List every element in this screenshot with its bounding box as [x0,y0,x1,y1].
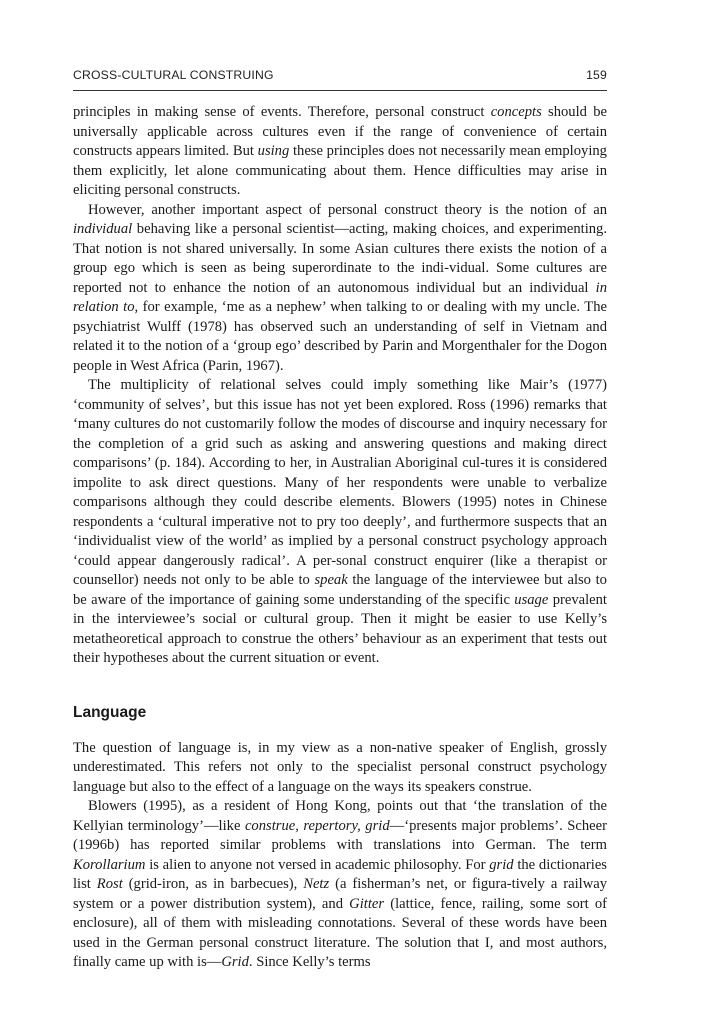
italic-run: Gitter [349,895,385,912]
text-run: the language of the interviewee but also to be aware of the importance of gaining some understanding of the specific [73,572,607,608]
text-run: (grid-iron, as in barbecues), [122,876,304,892]
italic-run: speak [314,572,348,588]
text-run: should be universally applicable across cultures even if the range of convenience of certain constructs appears limited. But [73,104,607,159]
running-title: CROSS-CULTURAL CONSTRUING [73,68,274,82]
text-run: However, another important aspect of personal construct theory is the notion of an [88,201,607,218]
text-run: Blowers (1995), as a resident of Hong Kong, points out that ‘the translation of the Kellyian terminology’—like [73,798,607,834]
text-run: , for example, ‘me as a nephew’ when talking to or dealing with my uncle. The psychiatrist Wulff (1978) has observed such an understanding of self in Vietnam and related it to the notion of a ‘group ego’ described by Parin and Morgenthaler for the Dogon people in West Africa (Parin, 1967). [73,299,607,374]
text-run: is alien to anyone not versed in academic philosophy. For [145,856,490,873]
italic-run: Grid [221,954,249,970]
paragraph-5 [73,797,607,973]
paragraph-2 [73,201,607,377]
section-heading: Language [73,703,147,721]
text-run: principles in making sense of events. Therefore, personal construct [73,104,491,120]
page-number: 159 [586,68,607,82]
paragraph-1 [73,103,607,201]
text-run: —‘presents major problems’. Scheer (1996b) has reported similar problems with translations into German. The term [73,817,607,853]
paragraph-3 [73,376,607,669]
italic-run: in relation to [73,279,607,315]
body-text [73,103,607,973]
italic-run: construe, repertory, grid [244,817,390,834]
italic-run: usage [514,591,549,608]
text-run: behaving like a personal scientist—acting, making choices, and experimenting. That notion is not shared universally. In some Asian cultures there exists the notion of a group ego which is seen as being superordinate to the indi-vidual. Some cultures are reported not to enhance the notion of an autonomous individual but an individual [73,221,607,296]
italic-run: Korollarium [73,856,146,873]
italic-run: using [257,143,290,159]
italic-run: grid [489,856,514,873]
text-run: these principles does not necessarily mean employing them explicitly, let alone communicating about them. Hence difficulties may arise in eliciting personal constructs. [73,143,607,198]
italic-run: Rost [96,876,123,892]
italic-run: concepts [490,104,542,120]
italic-run: individual [73,221,133,237]
header-rule [73,90,607,91]
text-run: the dictionaries list [73,856,607,892]
text-run: prevalent in the interviewee’s social or cultural group. Then it might be easier to use Kelly’s metatheoretical approach to construe the others’ behaviour as an experiment that tests out their hypotheses about the current situation or event. [73,591,607,666]
text-run: (lattice, fence, railing, some sort of enclosure), all of them with misleading connotations. Several of these words have been used in the German personal construct literature. The solution that I, and most authors, finally came up with is— [73,895,607,970]
text-run: The question of language is, in my view as a non-native speaker of English, grossly underestimated. This refers not only to the specialist personal construct psychology language but also to the effect of a language on the ways its speakers construe. [73,739,607,795]
text-run: (a fisherman’s net, or figura-tively a railway system or a power distribution system), and [73,876,608,912]
text-run: . Since Kelly’s terms [248,954,371,970]
text-run: The multiplicity of relational selves could imply something like Mair’s (1977) ‘community of selves’, but this issue has not yet been explored. Ross (1996) remarks that ‘many cultures do not customarily follow the modes of discourse and inquiry necessary for the completion of a grid such as asking and answering questions and making direct comparisons’ (p. 184). According to her, in Australian Aboriginal cul-tures it is considered impolite to ask direct questions. Many of her respondents were unable to verbalize comparisons although they could describe elements. Blowers (1995) notes in Chinese respondents a ‘cultural imperative not to pry too deeply’, and furthermore suspects that an ‘individualist view of the world’ as implied by a personal construct psychology approach ‘could appear dangerously radical’. A per-sonal construct enquirer (like a therapist or counsellor) needs not only to be able to [73,377,607,588]
paragraph-4 [73,739,607,798]
running-head [73,68,607,82]
italic-run: Netz [303,876,330,892]
